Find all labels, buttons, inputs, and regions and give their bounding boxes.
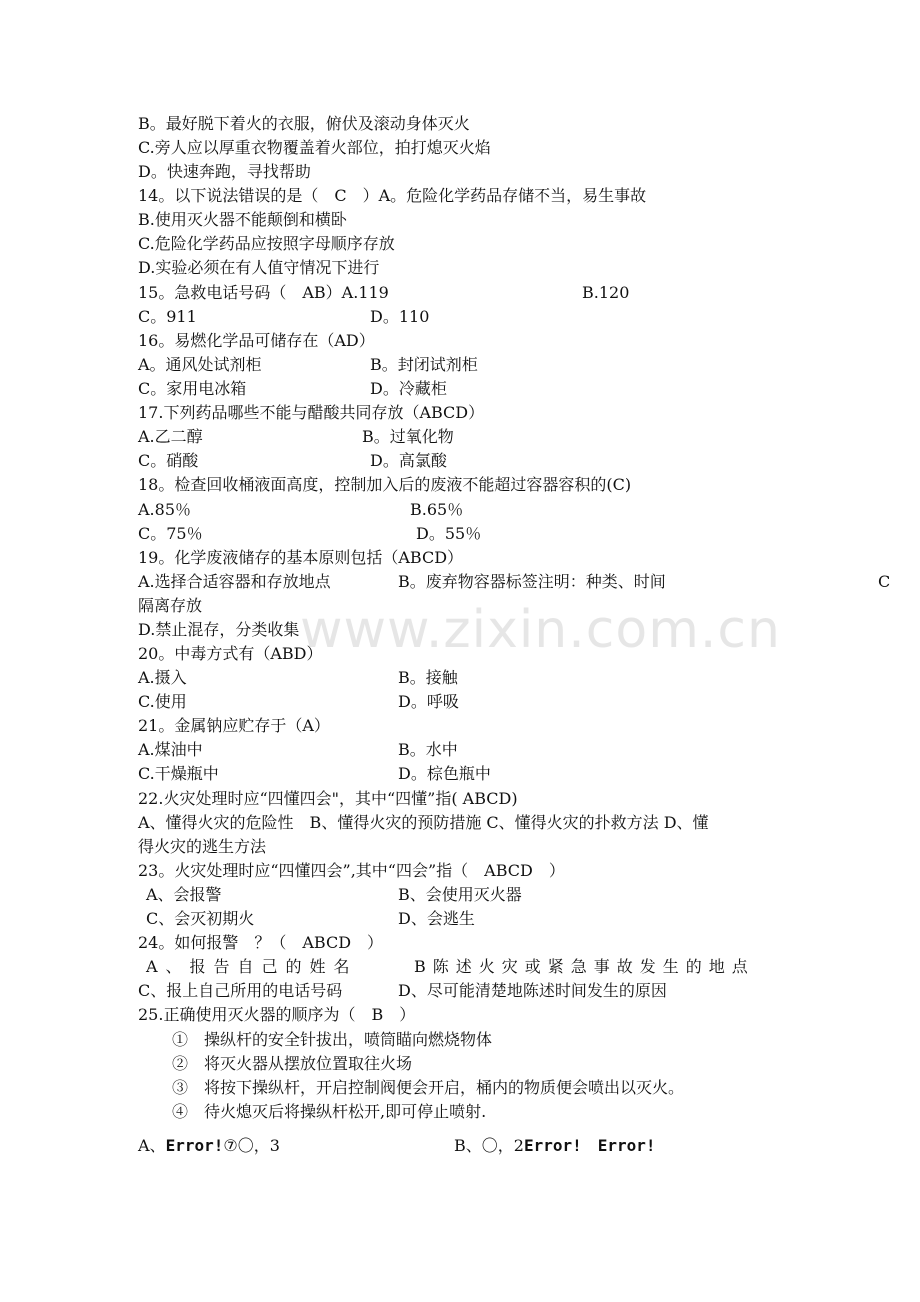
q23-option-b: B、会使用灭火器 — [398, 885, 522, 904]
q25-option-a-rest: ⑦〇，3 — [223, 1136, 280, 1155]
q25-option-a-letter: A、 — [138, 1136, 166, 1155]
q25-option-b-text: B、〇，2 — [454, 1136, 524, 1155]
q24-option-c: C、报上自己所用的电话号码 — [138, 981, 343, 1000]
q23-option-d: D、会逃生 — [398, 909, 475, 928]
q16-option-a: A。通风处试剂柜 — [138, 355, 262, 374]
q20-stem: 20。中毒方式有（ABD） — [138, 644, 323, 663]
q23-stem: 23。火灾处理时应“四懂四会”,其中“四会”指（ ABCD ） — [138, 861, 565, 880]
q20-option-a: A.摄入 — [138, 668, 187, 687]
q15-option-b: B.120 — [582, 283, 630, 302]
q13-option-d: D。快速奔跑，寻找帮助 — [138, 162, 311, 181]
q20-option-d: D。呼吸 — [398, 692, 459, 711]
q14-option-b: B.使用灭火器不能颠倒和横卧 — [138, 210, 347, 229]
q25-stem: 25.正确使用灭火器的顺序为（ B ） — [138, 1005, 416, 1024]
q21-option-b: B。水中 — [398, 740, 458, 759]
q16-option-d: D。冷藏柜 — [370, 379, 447, 398]
q17-option-a: A.乙二醇 — [138, 427, 203, 446]
q15-option-d: D。110 — [370, 307, 430, 326]
q18-stem: 18。检查回收桶液面高度，控制加入后的废液不能超过容器容积的(C) — [138, 475, 632, 494]
q18-option-c: C。75％ — [138, 524, 203, 543]
q19-option-a: A.选择合适容器和存放地点 — [138, 572, 331, 591]
q25-step-1: ① 操纵杆的安全针拔出，喷筒瞄向燃烧物体 — [172, 1030, 493, 1049]
q24-option-a: A、报告自己的姓名 — [146, 957, 358, 976]
q25-option-a-error: Error! — [165, 1136, 224, 1155]
q15-stem: 15。急救电话号码（ AB）A.119 — [138, 283, 389, 302]
q19-stem: 19。化学废液储存的基本原则包括（ABCD） — [138, 548, 464, 567]
q21-option-c: C.干燥瓶中 — [138, 764, 219, 783]
q23-option-c: C、会灭初期火 — [146, 909, 255, 928]
q16-stem: 16。易燃化学品可储存在（AD） — [138, 331, 375, 350]
q18-option-b: B.65％ — [410, 500, 464, 519]
q19-option-b: B。废弃物容器标签注明：种类、时间 — [398, 572, 666, 591]
q25-step-2: ② 将灭火器从摆放位置取往火场 — [172, 1054, 413, 1073]
q18-option-a: A.85％ — [138, 500, 192, 519]
q19-option-d: D.禁止混存，分类收集 — [138, 620, 300, 639]
q16-option-b: B。封闭试剂柜 — [370, 355, 478, 374]
q24-option-d: D、尽可能清楚地陈述时间发生的原因 — [398, 981, 667, 1000]
q24-stem: 24。如何报警 ？（ ABCD ） — [138, 933, 384, 952]
watermark: www.zixin.com.cn — [300, 600, 781, 660]
q23-option-a: A、会报警 — [146, 885, 222, 904]
q17-option-c: C。硝酸 — [138, 451, 199, 470]
q14-stem: 14。以下说法错误的是（ C ）A。危险化学药品存储不当，易生事故 — [138, 186, 647, 205]
q17-stem: 17.下列药品哪些不能与醋酸共同存放（ABCD） — [138, 403, 485, 422]
q20-option-c: C.使用 — [138, 692, 187, 711]
q21-option-a: A.煤油中 — [138, 740, 203, 759]
q13-option-c: C.旁人应以厚重衣物覆盖着火部位，拍打熄灭火焰 — [138, 138, 491, 157]
q21-stem: 21。金属钠应贮存于（A） — [138, 716, 330, 735]
q18-option-d: D。55％ — [416, 524, 482, 543]
q17-option-d: D。高氯酸 — [370, 451, 447, 470]
q13-option-b: B。最好脱下着火的衣服，俯伏及滚动身体灭火 — [138, 114, 470, 133]
q25-option-b-error: Error! Error! — [523, 1136, 656, 1155]
q19-option-c-letter: C — [878, 572, 891, 591]
q15-option-c: C。911 — [138, 307, 197, 326]
q17-option-b: B。过氧化物 — [362, 427, 454, 446]
q25-step-3: ③ 将按下操纵杆，开启控制阀便会开启，桶内的物质便会喷出以灭火。 — [172, 1078, 685, 1097]
q20-option-b: B。接触 — [398, 668, 458, 687]
q16-option-c: C。家用电冰箱 — [138, 379, 247, 398]
q22-options: A、懂得火灾的危险性 B、懂得火灾的预防措施 C、懂得火灾的扑救方法 D、懂 — [138, 813, 709, 832]
q19-option-c: 隔离存放 — [138, 596, 203, 615]
q22-options-cont: 得火灾的逃生方法 — [138, 837, 267, 856]
q25-step-4: ④ 待火熄灭后将操纵杆松开,即可停止喷射. — [172, 1102, 487, 1121]
q22-stem: 22.火灾处理时应“四懂四会"，其中“四懂”指( ABCD) — [138, 789, 518, 808]
q21-option-d: D。棕色瓶中 — [398, 764, 491, 783]
q14-option-c: C.危险化学药品应按照字母顺序存放 — [138, 234, 395, 253]
q25-option-b — [454, 1134, 656, 1158]
q25-option-a — [138, 1134, 280, 1158]
q24-option-b: B陈述火灾或紧急事故发生的地点 — [414, 957, 755, 976]
q14-option-d: D.实验必须在有人值守情况下进行 — [138, 258, 380, 277]
